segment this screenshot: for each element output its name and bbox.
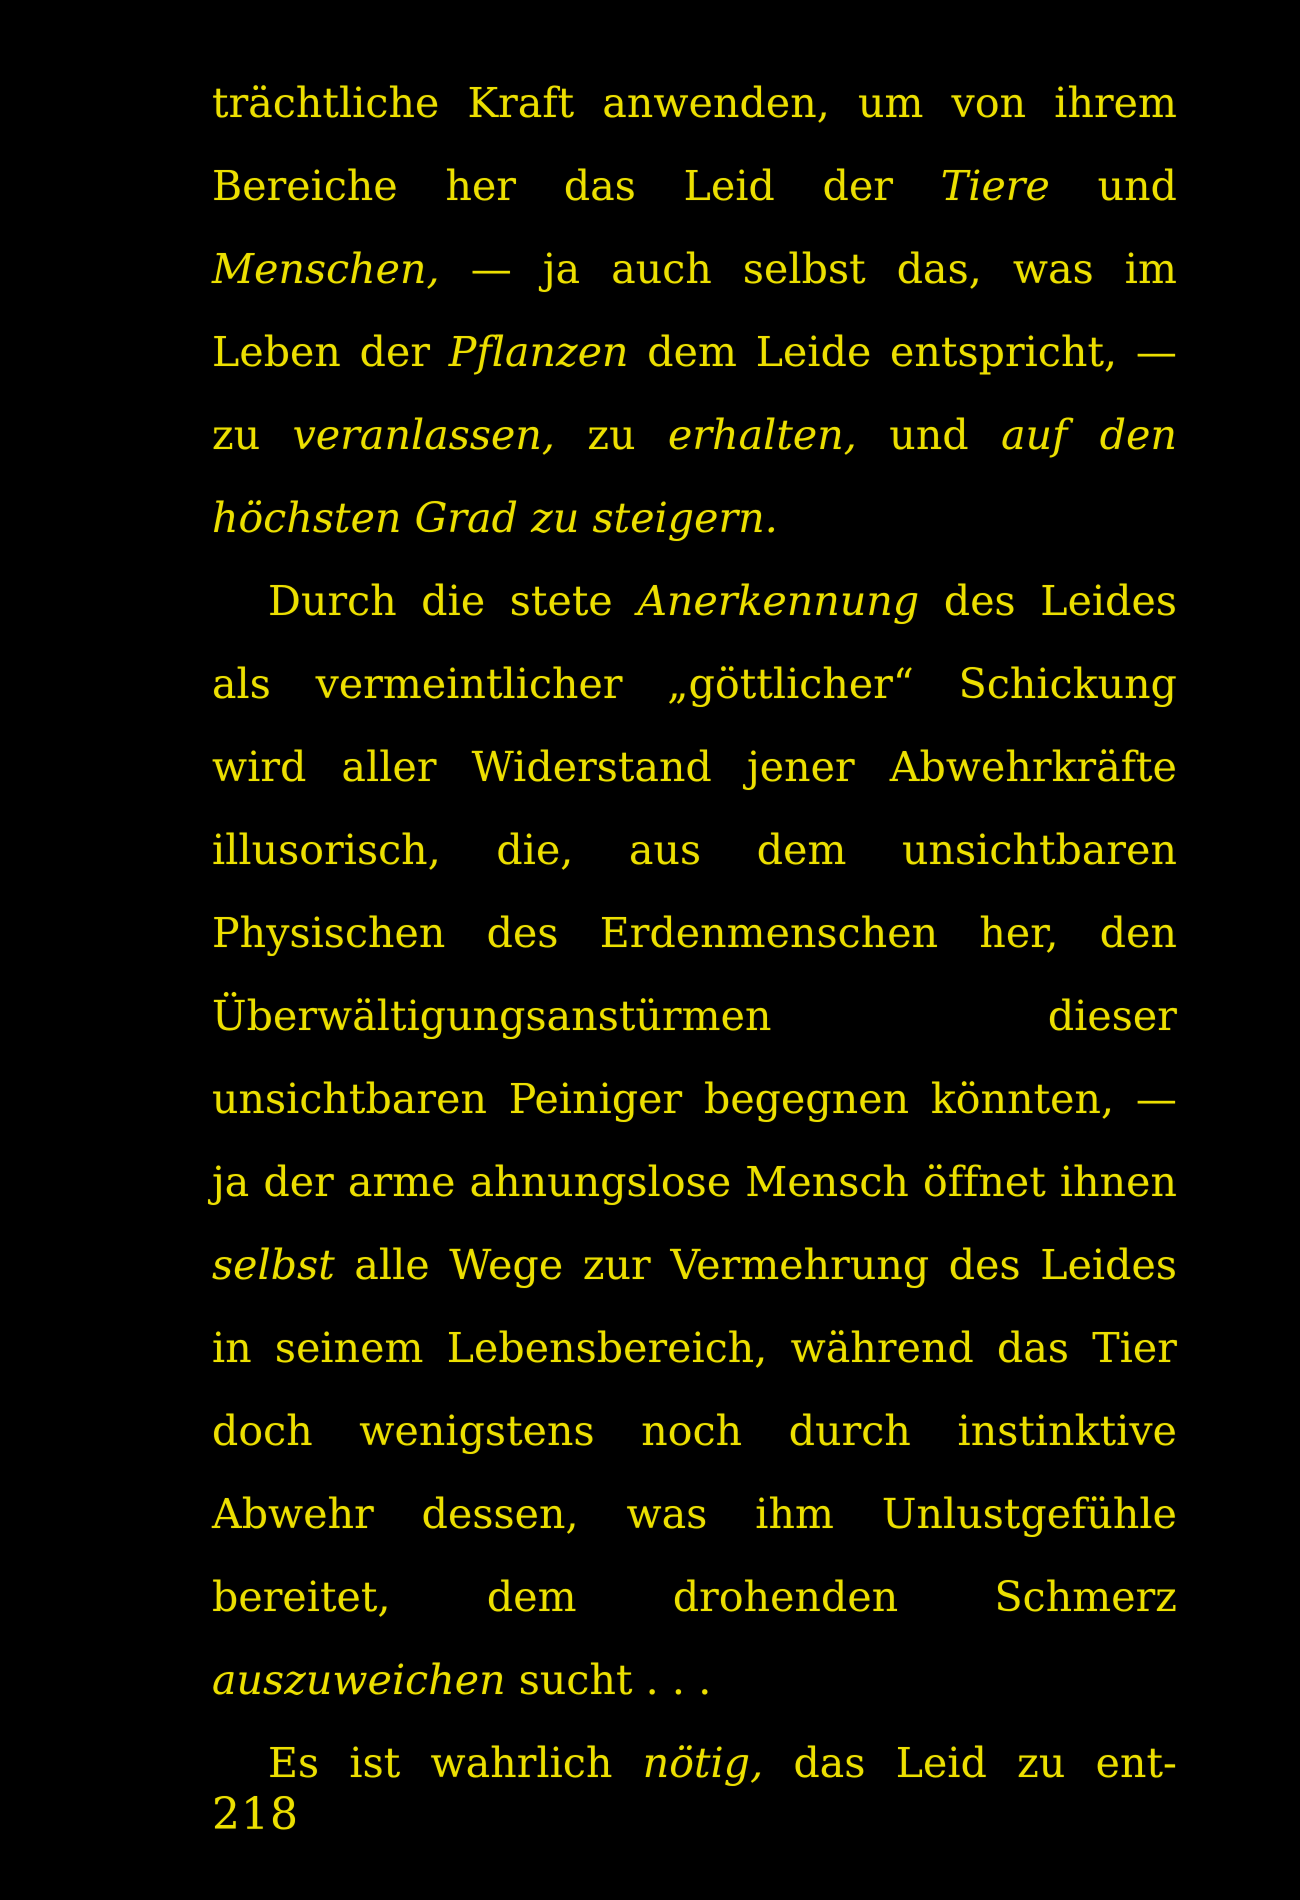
body-text: sucht . . . — [505, 1656, 712, 1704]
emphasis-text: nötig, — [642, 1739, 764, 1787]
emphasis-text: veranlassen, — [292, 411, 556, 459]
body-text: und — [856, 411, 1002, 459]
emphasis-text: selbst — [212, 1241, 335, 1289]
body-text: Es ist wahrlich — [268, 1739, 643, 1787]
emphasis-text: auszuweichen — [212, 1656, 506, 1704]
paragraph-anerkennung — [212, 560, 1177, 1722]
body-text: dem Leide entspricht, — zu — [212, 328, 1177, 459]
emphasis-text: Menschen, — [212, 245, 440, 293]
emphasis-text: erhalten, — [668, 411, 857, 459]
body-text-column — [212, 62, 1177, 1888]
body-text: trächtliche Kraft anwenden, um von ihrem Bereiche her das Leid der — [212, 79, 1177, 210]
body-text: das Leid zu ent- — [763, 1739, 1177, 1787]
paragraph-es-ist — [212, 1722, 1177, 1888]
body-text: und — [1049, 162, 1177, 210]
emphasis-text: auf den höchsten Grad zu steigern. — [212, 411, 1177, 542]
page-number: 218 — [212, 1789, 299, 1840]
body-text: — ja auch selbst das, was im Leben der — [212, 245, 1177, 376]
emphasis-text: Anerkennung — [637, 577, 920, 625]
paragraph-continuation — [212, 62, 1177, 560]
body-text: zu — [555, 411, 669, 459]
body-text: des Leides als vermeintlicher „göttlicher“ Schickung wird aller Widerstand jener Abwehrkräfte illusorisch, die, aus dem unsichtbaren Physischen des Erdenmenschen her, den Überwältigungsanstürmen dieser unsichtbaren Peiniger begegnen könnten, — ja der arme ahnungslose Mensch öffnet ihnen — [212, 577, 1177, 1206]
body-text: alle Wege zur Vermehrung des Leides in seinem Lebensbereich, während das Tier doch wenigstens noch durch instinktive Abwehr dessen, was ihm Unlustgefühle bereitet, dem drohenden Schmerz — [212, 1241, 1177, 1621]
emphasis-text: Pflanzen — [448, 328, 629, 376]
emphasis-text: Tiere — [940, 162, 1050, 210]
body-text: Durch die stete — [268, 577, 638, 625]
